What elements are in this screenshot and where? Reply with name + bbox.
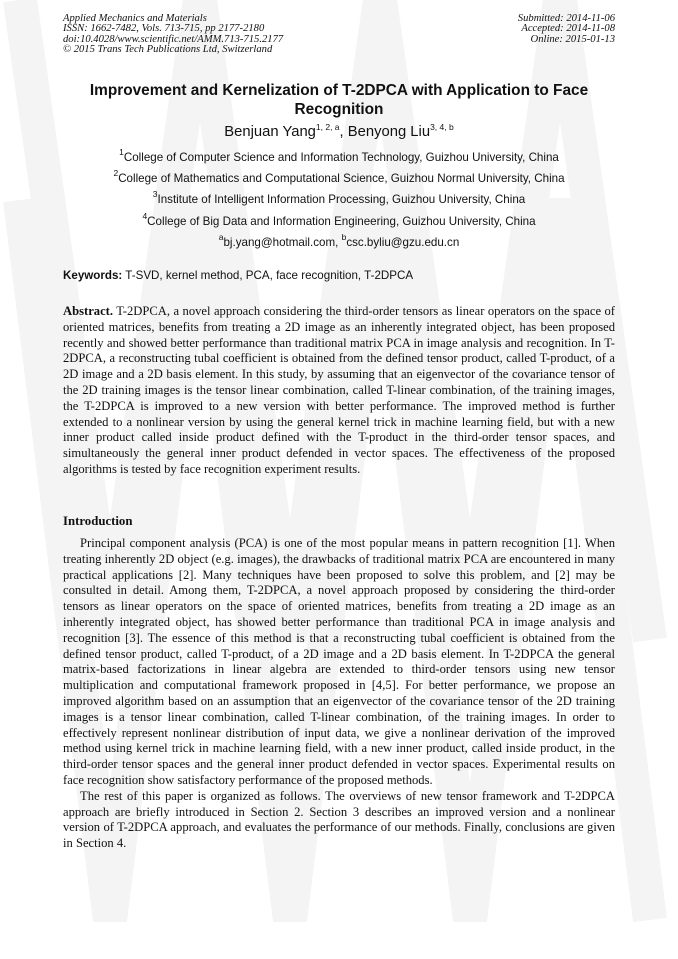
affiliation-text: College of Computer Science and Information Technology, Guizhou University, China xyxy=(123,151,559,164)
keywords xyxy=(63,268,615,283)
copyright-line: © 2015 Trans Tech Publications Ltd, Switzerland xyxy=(63,44,273,56)
email-address: bj.yang@hotmail.com xyxy=(223,235,336,249)
section-heading-introduction: Introduction xyxy=(63,514,133,528)
paragraph: The rest of this paper is organized as follows. The overviews of new tensor framework and T-2DPCA approach are briefly introduced in Section 2. Section 3 describes an improved version and a nonlinear version of T-2DPCA approach, and evaluates the performance of our methods. Finally, conclusions are given in Section 4. xyxy=(63,788,615,851)
author-affiliation-marks: 1, 2, a xyxy=(315,122,340,132)
submitted-date: Submitted: 2014-11-06 xyxy=(517,13,615,24)
accepted-date: Accepted: 2014-11-08 xyxy=(521,23,615,35)
email-line xyxy=(63,231,615,255)
affiliation-text: College of Mathematics and Computational Science, Guizhou Normal University, China xyxy=(118,172,565,186)
author-separator: , xyxy=(339,124,348,140)
affiliation-line xyxy=(63,191,615,212)
affiliation-mark: 4 xyxy=(142,210,148,221)
author-affiliation-marks: 3, 4, b xyxy=(430,122,454,132)
introduction-body xyxy=(63,536,615,852)
affiliation-text: College of Big Data and Information Engineering, Guizhou University, China xyxy=(147,214,536,228)
email-address: csc.byliu@gzu.edu.cn xyxy=(346,235,460,249)
abstract-text: T-2DPCA, a novel approach considering the third-order tensors as linear operators on the space of oriented matrices, benefits from treating a 2D image as an inherently integrated object, has been proposed recently and showed better performance than traditional matrix PCA in image analysis and recognition. In T-2DPCA, a reconstructing tubal coefficient is obtained from the defined tensor product, called T-product, of a 2D image and a 2D basis element. In this study, by assuming that an eigenvector of the covariance tensor of the 2D training images is the tensor linear combination, called T-linear combination, of the training images, the T-2DPCA is improved to a new version with better performance. The improved method is further extended to a nonlinear version by using the general kernel trick in machine learning field, but with a new inner product called inside product defined with the T-product in the third-order tensor spaces, and simultaneously the general inner product defended in vector spaces. The effectiveness of the proposed algorithms is tested by face recognition experiment results. xyxy=(63,304,615,476)
paragraph: Principal component analysis (PCA) is one of the most popular means in pattern recognition [1]. When treating inherently 2D object (e.g. images), the drawbacks of traditional matrix PCA are encountered in many practical applications [2]. Many techniques have been proposed to solve this problem, and [2] may be consulted in detail. Among them, T-2DPCA, a novel approach proposed by considering the third-order tensors as linear operators on the space of oriented matrices, benefits from treating a 2D image as an inherently integrated object, has showed better performance than traditional PCA in image analysis and recognition [3]. The essence of this method is that a reconstructing tubal coefficient is obtained from the defined tensor product, called T-product, of a 2D image and a 2D basis element. In T-2DPCA the general matrix-based factorizations in linear algebra are extended to third-order tensors using new tensor multiplication and computational framework proposed in [4,5]. For better performance, we propose an improved algorithm based on an assumption that an eigenvector of the covariance tensor of the 2D training images is a tensor linear combination, called T-linear combination, of the training images. In order to effectively represent nonlinear distribution of input data, we give a nonlinear derivation of the improved method using kernel trick in machine learning field, with a new inner product, called inside product, in the third-order tensor spaces and the general inner product defended in vector spaces. Experimental results on face recognition show satisfactory performance of the proposed methods. xyxy=(63,536,615,787)
journal-name: Applied Mechanics and Materials xyxy=(63,13,207,24)
affiliation-mark: 3 xyxy=(152,189,158,200)
paper-title: Improvement and Kernelization of T-2DPCA with Application to Face Recognition xyxy=(89,82,589,118)
affiliation-mark: 2 xyxy=(113,168,119,179)
email-separator: , xyxy=(335,235,342,249)
abstract xyxy=(63,304,615,478)
affiliation-mark: 1 xyxy=(119,147,124,157)
abstract-label: Abstract. xyxy=(63,304,114,318)
affiliation-text: Institute of Intelligent Information Processing, Guizhou University, China xyxy=(157,193,526,207)
author-name: Benjuan Yang xyxy=(224,124,316,140)
affiliations xyxy=(63,149,615,255)
journal-header-right xyxy=(518,14,615,45)
author-name: Benyong Liu xyxy=(347,124,431,140)
issn-line: ISSN: 1662-7482, Vols. 713-715, pp 2177-2180 xyxy=(63,23,265,35)
doi-line: doi:10.4028/www.scientific.net/AMM.713-715.2177 xyxy=(63,33,284,45)
email-mark: b xyxy=(341,231,347,242)
keywords-label: Keywords: xyxy=(63,269,123,282)
keywords-text: T-SVD, kernel method, PCA, face recognition, T-2DPCA xyxy=(122,269,414,282)
affiliation-line xyxy=(63,149,615,170)
journal-header-left xyxy=(63,14,283,56)
email-mark: a xyxy=(218,231,224,242)
affiliation-line xyxy=(63,170,615,191)
online-date: Online: 2015-01-13 xyxy=(530,33,615,45)
affiliation-line xyxy=(63,210,615,234)
author-line xyxy=(63,123,615,141)
